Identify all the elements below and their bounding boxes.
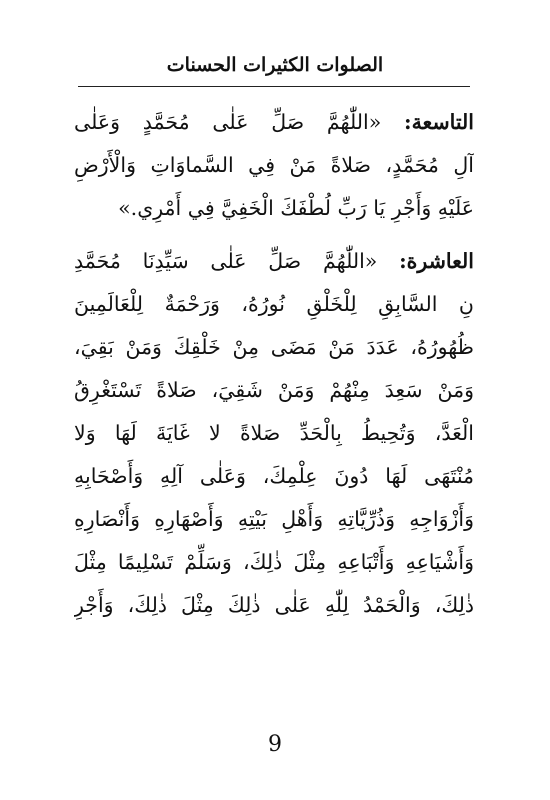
- text-line: [74, 144, 474, 187]
- page-number: 9: [268, 732, 282, 757]
- line-text: مُنْتَهَى لَهَا دُونَ عِلْمِكَ، وَعَلٰى آلِهِ وَأَصْحَابِهِ: [74, 464, 474, 488]
- text-line: [74, 369, 474, 412]
- line-text: آلِ مُحَمَّدٍ، صَلاةً مَنْ فِي السَّماوَاتِ وَالْأَرْضِ: [74, 153, 474, 177]
- line-text: ذٰلِكَ، وَالْحَمْدُ لِلّٰهِ عَلٰى ذٰلِكَ مِثْلَ ذٰلِكَ، وَأَجْرِ: [74, 593, 474, 617]
- text-line: [74, 412, 474, 455]
- line-text: نِ السَّابِقِ لِلْخَلْقِ نُورُهُ، وَرَحْمَةٌ لِلْعَالَمِينَ: [74, 292, 474, 316]
- running-header: الصلوات الكثيرات الحسنات: [166, 54, 384, 76]
- text-line: [74, 283, 474, 326]
- text-line: [74, 498, 474, 541]
- line-text: وَأَزْوَاجِهِ وَذُرِّيَّاتِهِ وَأَهْلِ بَيْتِهِ وَأَصْهَارِهِ وَأَنْصَارِهِ: [74, 507, 474, 531]
- line-text: «اللّٰهُمَّ صَلِّ عَلٰى مُحَمَّدٍ وَعَلٰى: [74, 110, 382, 134]
- text-line: [74, 326, 474, 369]
- prayer-text: [74, 101, 474, 627]
- text-line: [74, 541, 474, 584]
- line-text: عَلَيْهِ وَأَجْرِ يَا رَبِّ لُطْفَكَ الْخَفِيَّ فِي أَمْرِي.»: [118, 196, 474, 220]
- section-label: العاشرة:: [399, 249, 474, 273]
- header-divider: [78, 86, 470, 87]
- section-label: التاسعة:: [404, 110, 474, 134]
- text-line: [74, 101, 474, 144]
- text-line: [74, 240, 474, 283]
- line-text: الْعَدَّ، وَتُحِيطُ بِالْحَدِّ صَلاةً لا غَايَةَ لَهَا وَلا: [74, 421, 474, 445]
- line-text: «اللّٰهُمَّ صَلِّ عَلٰى سَيِّدِنَا مُحَمَّدِ: [74, 249, 378, 273]
- line-text: وَأَشْيَاعِهِ وَأَتْبَاعِهِ مِثْلَ ذٰلِكَ، وَسَلِّمْ تَسْلِيمًا مِثْلَ: [74, 550, 474, 574]
- paragraph-gap: [74, 230, 474, 240]
- line-text: وَمَنْ سَعِدَ مِنْهُمْ وَمَنْ شَقِيَ، صَلاةً تَسْتَغْرِقُ: [74, 378, 474, 402]
- text-line: [74, 187, 474, 230]
- text-line: [74, 584, 474, 627]
- line-text: ظُهُورُهُ، عَدَدَ مَنْ مَضَى مِنْ خَلْقِكَ وَمَنْ بَقِيَ،: [74, 335, 474, 359]
- text-line: [74, 455, 474, 498]
